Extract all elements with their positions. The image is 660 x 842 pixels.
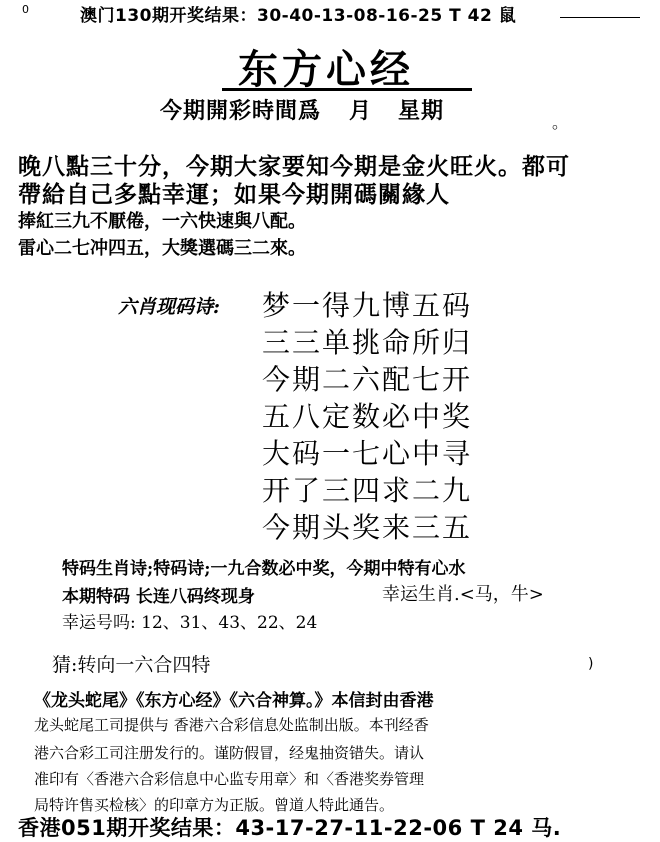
notice-line-2: 龙头蛇尾工司提供与 香港六合彩信息处监制出版。本刊经香: [34, 716, 429, 734]
poem-line: 今期二六配七开: [262, 363, 473, 396]
notice-line-1: 《龙头蛇尾》《东方心经》《六合神算。》本信封由香港: [34, 691, 434, 711]
intro-line-2: 帶給自己多點幸運；如果今期開碼關緣人: [18, 181, 450, 208]
draw-time-weekday: 星期: [398, 99, 445, 124]
special-code-line: 本期特码 长连八码终现身: [62, 587, 255, 607]
special-poem-line: 特码生肖诗;特码诗;一九合数必中奖，今期中特有心水: [62, 559, 466, 579]
intro-line-4: 雷心二七冲四五，大獎選碼三二來。: [18, 238, 306, 259]
poem-label: 六肖现码诗:: [118, 296, 221, 318]
intro-line-1: 晚八點三十分，今期大家要知今期是金火旺火。都可: [18, 153, 570, 180]
header-rule: [560, 17, 640, 18]
poem-line: 今期头奖来三五: [262, 511, 473, 544]
notice-line-3: 港六合彩工司注册发行的。谨防假冒，经鬼抽资错失。请认: [34, 744, 425, 762]
poem-line: 开了三四求二九: [262, 474, 473, 507]
intro-line-3: 捧紅三九不厭倦，一六快速與八配。: [18, 211, 306, 232]
poem-line: 梦一得九博五码: [262, 289, 473, 322]
hongkong-draw-result: 香港051期开奖结果：43-17-27-11-22-06 T 24 马.: [18, 816, 562, 840]
macau-draw-result: 澳门130期开奖结果：30-40-13-08-16-25 T 42 鼠: [80, 6, 517, 26]
draw-time-dot: 。: [552, 113, 569, 132]
draw-time-prefix: 今期開彩時間爲: [160, 99, 322, 124]
draw-time-line: [160, 94, 444, 125]
margin-mark: 0: [22, 3, 29, 16]
poem-line: 大码一七心中寻: [262, 437, 473, 470]
page-title: 东方心经: [238, 47, 414, 93]
draw-time-month: 月: [349, 99, 373, 124]
poem-line: 三三单挑命所归: [262, 326, 473, 359]
lucky-numbers: 幸运号吗: 12、31、43、22、24: [62, 613, 318, 633]
title-underline: [222, 88, 472, 91]
poem-line: 五八定数必中奖: [262, 400, 473, 433]
guess-line: 猜:转向一六合四特: [52, 654, 211, 676]
lucky-zodiac: 幸运生肖.<马，牛>: [382, 584, 544, 605]
guess-mark: ): [588, 656, 594, 672]
notice-line-5: 局特许售买检核〉的印章方为正版。曾道人特此通告。: [34, 796, 395, 814]
notice-line-4: 准印有〈香港六合彩信息中心监专用章〉和〈香港奖券管理: [34, 770, 425, 788]
